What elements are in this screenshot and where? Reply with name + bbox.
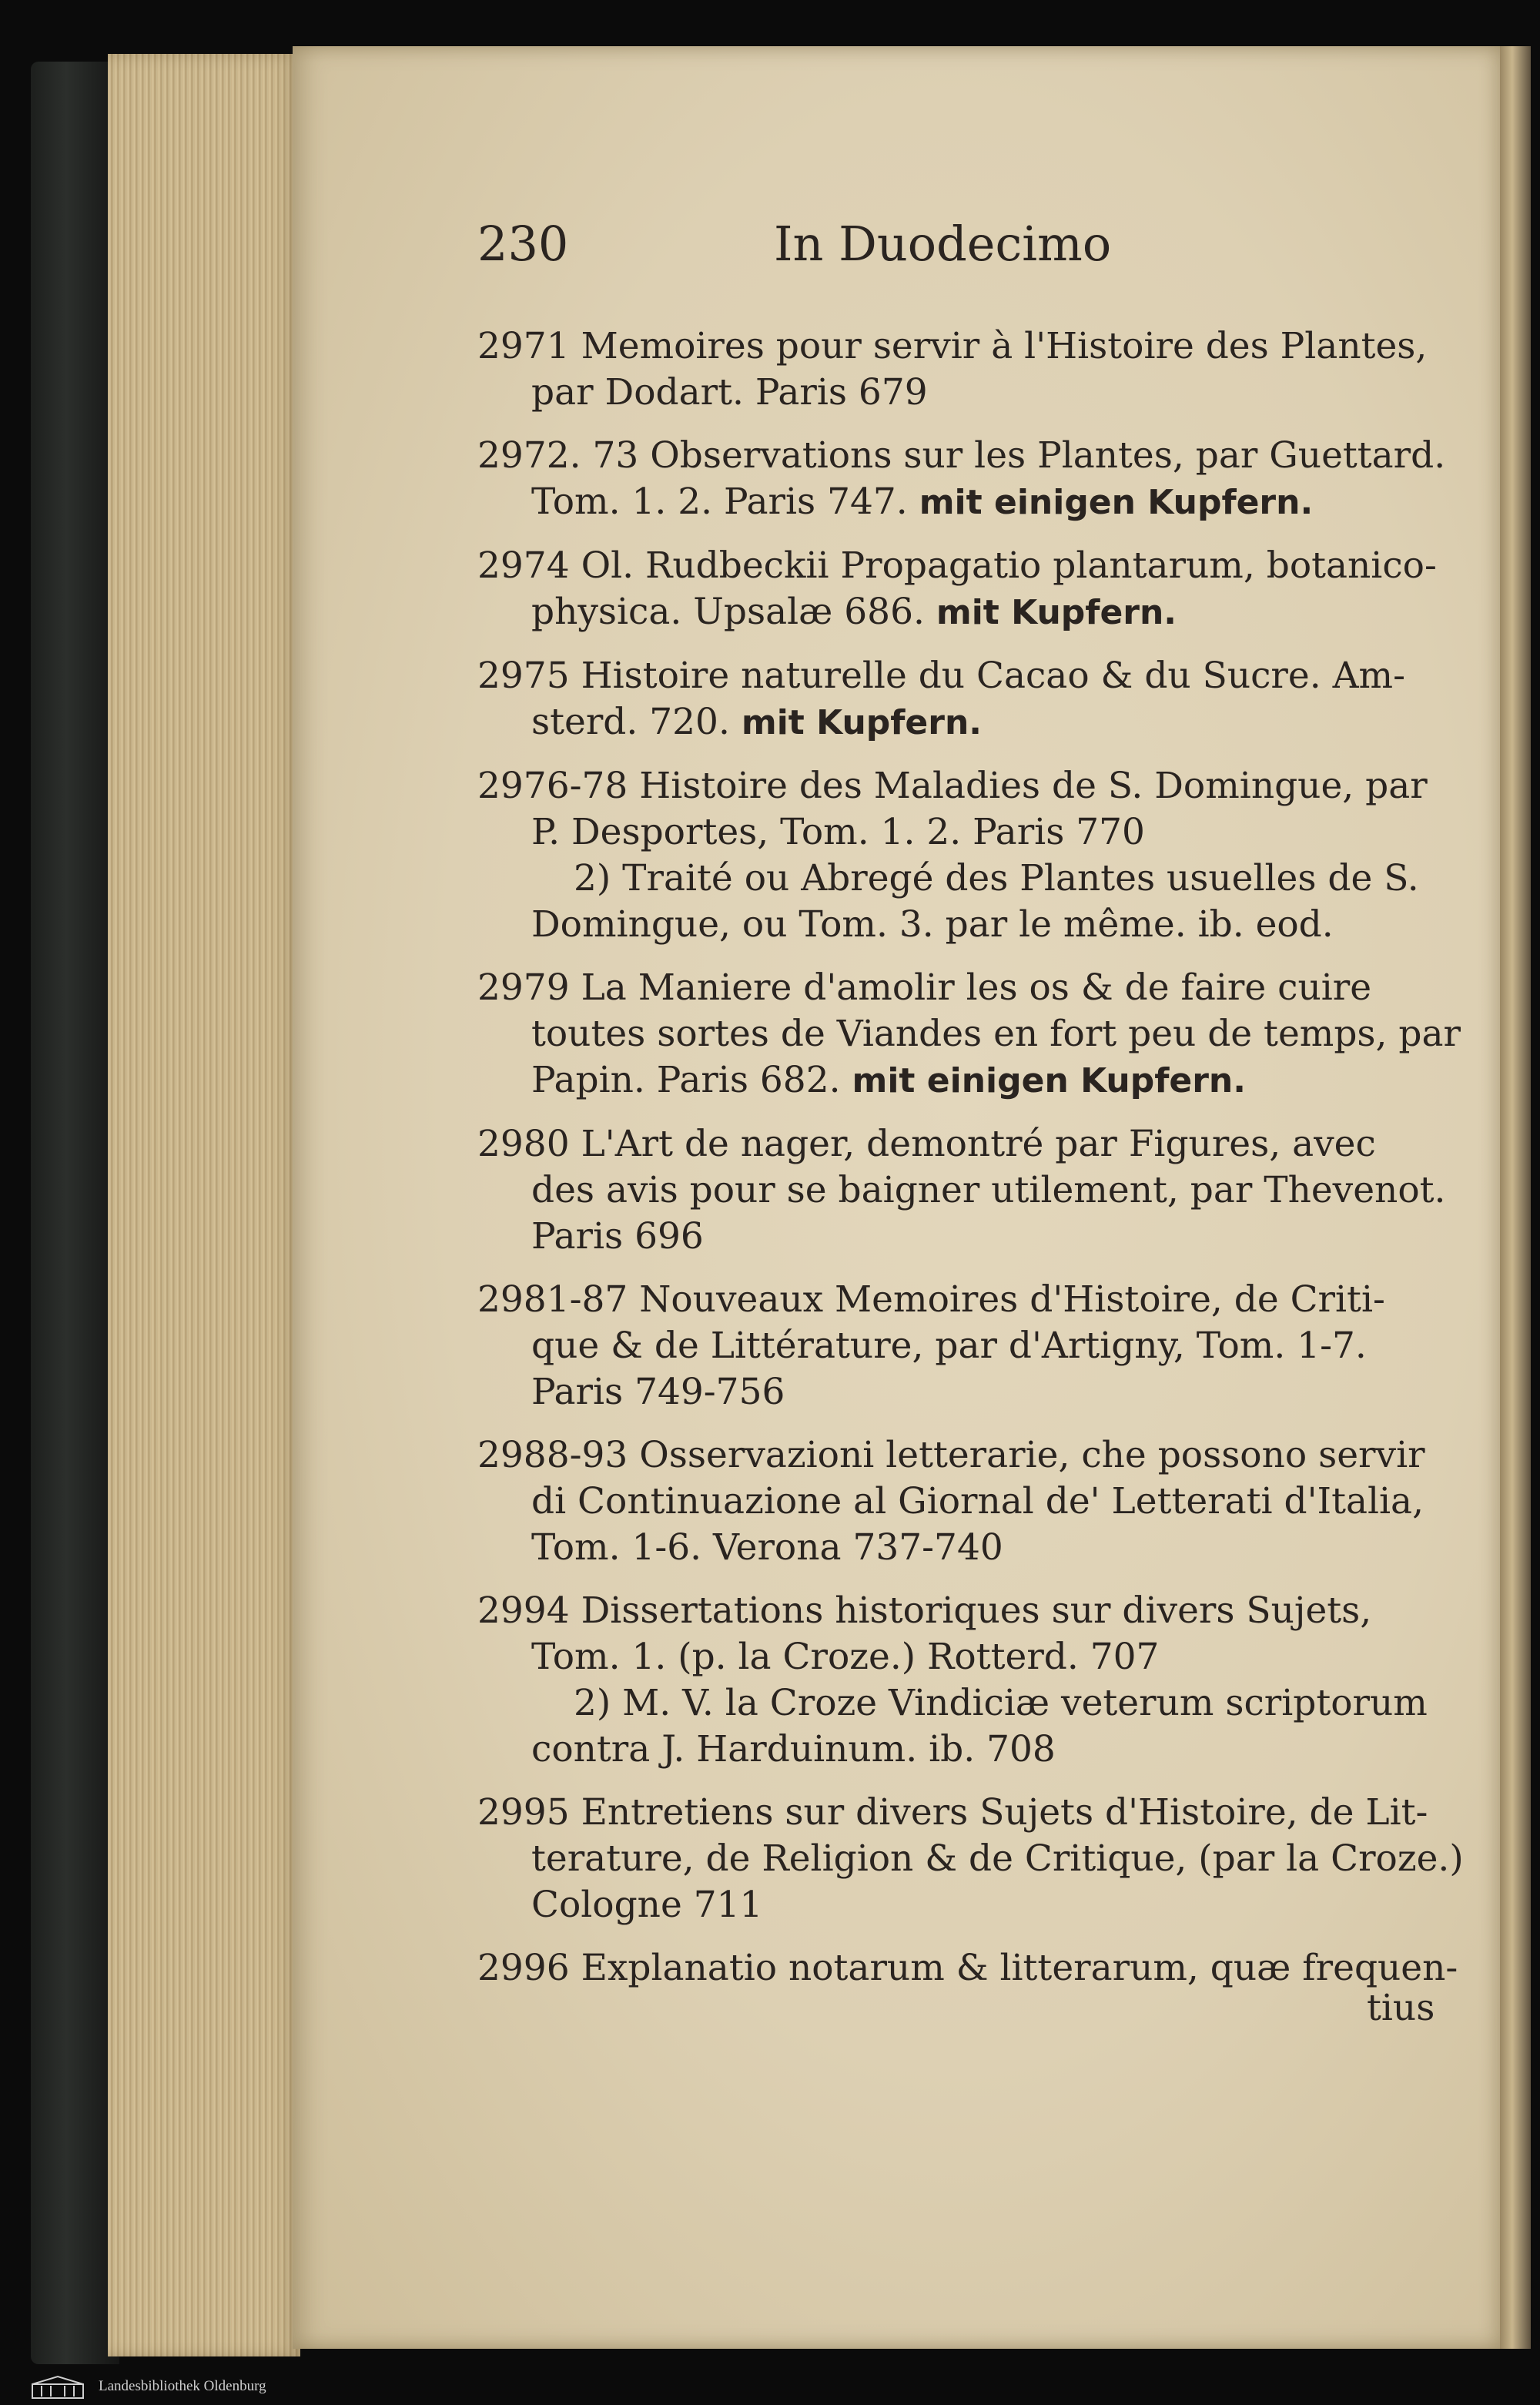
catalog-entry — [477, 323, 1428, 416]
catalog-entry — [477, 1790, 1464, 1928]
catalog-entry — [477, 1277, 1417, 1415]
entry-number: 2979 — [477, 966, 570, 1009]
entry-text: Memoires pour servir à l'Histoire des Plantes, — [581, 325, 1428, 367]
entry-line — [477, 1121, 1417, 1167]
entry-number: 2972. 73 — [477, 434, 639, 477]
illustration-note: mit einigen Kupfern. — [852, 1061, 1246, 1100]
entry-number: 2996 — [477, 1947, 570, 1989]
entry-text: Tom. 1-6. Verona 737-740 — [531, 1526, 1003, 1569]
entry-number: 2981-87 — [477, 1278, 628, 1321]
entry-text: Paris 749-756 — [531, 1371, 785, 1413]
entry-line — [477, 856, 1417, 902]
entry-line — [477, 1057, 1417, 1104]
facing-page-edge — [1500, 46, 1531, 2349]
entry-line — [477, 1011, 1461, 1057]
entry-line — [477, 1369, 1417, 1415]
entry-line — [477, 1432, 1425, 1479]
entry-text: que & de Littérature, par d'Artigny, Tom. 1-7. — [531, 1325, 1367, 1367]
running-title: In Duodecimo — [774, 216, 1112, 272]
entry-text: par Dodart. Paris 679 — [531, 371, 928, 414]
entry-text: 2) Traité ou Abregé des Plantes usuelles de S. — [574, 857, 1419, 899]
entry-line — [477, 1588, 1417, 1634]
entry-text: Nouveaux Memoires d'Histoire, de Criti- — [639, 1278, 1385, 1321]
entry-text: Observations sur les Plantes, par Guettard. — [650, 434, 1446, 477]
entry-line — [477, 1479, 1424, 1525]
entry-text: physica. Upsalæ 686. — [531, 591, 925, 633]
entry-line — [477, 1277, 1417, 1323]
entry-line — [477, 1214, 1417, 1260]
entry-line — [477, 763, 1428, 809]
entry-text: Ol. Rudbeckii Propagatio plantarum, botanico- — [581, 544, 1437, 587]
illustration-note: mit Kupfern. — [936, 593, 1177, 632]
entry-text: P. Desportes, Tom. 1. 2. Paris 770 — [531, 811, 1145, 853]
page-header — [477, 216, 1432, 277]
entry-text: des avis pour se baigner utilement, par Thevenot. — [531, 1169, 1446, 1211]
catalog-entry — [477, 653, 1417, 746]
entry-number: 2971 — [477, 325, 570, 367]
entry-text: 2) M. V. la Croze Vindiciæ veterum scriptorum — [574, 1682, 1428, 1724]
entry-text: terature, de Religion & de Critique, (par la Croze.) — [531, 1837, 1464, 1880]
entry-text: Explanatio notarum & litterarum, quæ frequen- — [581, 1947, 1458, 1989]
entry-text: sterd. 720. — [531, 701, 730, 743]
entry-line — [477, 1727, 1417, 1773]
illustration-note: mit Kupfern. — [741, 703, 983, 742]
entry-number: 2995 — [477, 1791, 570, 1834]
entry-line — [477, 370, 1417, 416]
page-number: 230 — [477, 216, 569, 272]
entry-line — [477, 965, 1417, 1011]
entry-line — [477, 479, 1417, 526]
catalog-entry — [477, 763, 1428, 948]
entry-number: 2994 — [477, 1589, 570, 1632]
entry-text: contra J. Harduinum. ib. 708 — [531, 1728, 1056, 1770]
entry-text: L'Art de nager, demontré par Figures, avec — [581, 1123, 1376, 1165]
entry-line — [477, 1680, 1428, 1727]
entry-number: 2980 — [477, 1123, 570, 1165]
catalog-entry — [477, 965, 1461, 1104]
entry-text: di Continuazione al Giornal de' Letterati d'Italia, — [531, 1480, 1424, 1522]
entry-text: toutes sortes de Viandes en fort peu de temps, par — [531, 1013, 1461, 1055]
catalog-entry — [477, 1588, 1428, 1773]
entry-text: Entretiens sur divers Sujets d'Histoire, de Lit- — [581, 1791, 1428, 1834]
entry-line — [477, 902, 1417, 948]
entry-text: Osservazioni letterarie, che possono servir — [639, 1434, 1425, 1476]
entry-text: Histoire des Maladies de S. Domingue, par — [639, 765, 1428, 807]
catchword: tius — [1367, 1987, 1435, 2029]
entry-line — [477, 1790, 1428, 1836]
entry-line — [477, 433, 1446, 479]
entry-line — [477, 1634, 1417, 1680]
illustration-note: mit einigen Kupfern. — [919, 483, 1314, 522]
entry-line — [477, 1323, 1417, 1369]
library-name: Landesbibliothek Oldenburg — [99, 2378, 266, 2394]
catalog-entry — [477, 1945, 1458, 1991]
entry-line — [477, 1836, 1464, 1882]
entry-text: La Maniere d'amolir les os & de faire cuire — [581, 966, 1372, 1009]
entry-text: Tom. 1. (p. la Croze.) Rotterd. 707 — [531, 1636, 1160, 1678]
entry-line — [477, 323, 1428, 370]
entry-line — [477, 1945, 1458, 1991]
entry-line — [477, 809, 1417, 856]
entry-line — [477, 1882, 1417, 1928]
entry-line — [477, 543, 1437, 589]
catalog-entry — [477, 1432, 1425, 1571]
entry-line — [477, 1525, 1417, 1571]
footer-bar — [0, 2370, 1540, 2405]
entry-text: Tom. 1. 2. Paris 747. — [531, 481, 908, 523]
entry-text: Dissertations historiques sur divers Sujets, — [581, 1589, 1372, 1632]
entry-number: 2974 — [477, 544, 570, 587]
entry-text: Cologne 711 — [531, 1884, 763, 1926]
entry-text: Papin. Paris 682. — [531, 1059, 841, 1101]
entry-line — [477, 1167, 1446, 1214]
entry-line — [477, 589, 1417, 636]
catalog-entry — [477, 543, 1437, 636]
entry-text: Domingue, ou Tom. 3. par le même. ib. eod. — [531, 903, 1334, 946]
entry-text: Paris 696 — [531, 1215, 704, 1258]
entry-number: 2975 — [477, 655, 570, 697]
entry-line — [477, 653, 1417, 699]
entry-text: Histoire naturelle du Cacao & du Sucre. Am- — [581, 655, 1405, 697]
page-edges — [108, 54, 300, 2356]
entry-line — [477, 699, 1417, 746]
entry-number: 2976-78 — [477, 765, 628, 807]
book-binding — [31, 62, 119, 2364]
catalog-entry — [477, 1121, 1446, 1260]
library-building-icon — [31, 2375, 85, 2400]
catalog-entry — [477, 433, 1446, 526]
entry-number: 2988-93 — [477, 1434, 628, 1476]
